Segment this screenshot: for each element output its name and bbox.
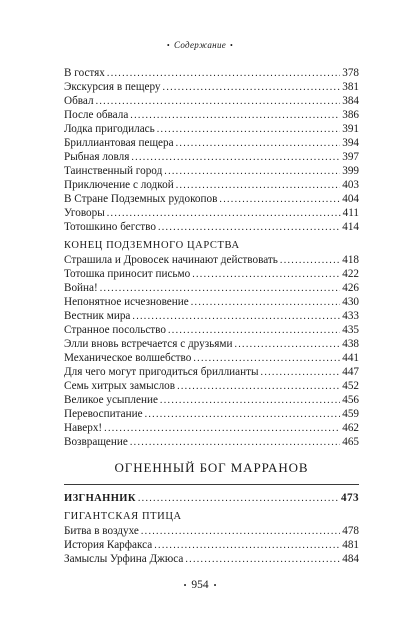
toc-entry[interactable] — [64, 80, 359, 94]
table-of-contents — [64, 66, 359, 566]
toc-entry[interactable] — [64, 351, 359, 365]
toc-entry[interactable] — [64, 323, 359, 337]
toc-entry-page: 435 — [342, 324, 359, 336]
dot-leader — [104, 422, 340, 436]
toc-entry-page: 426 — [342, 282, 359, 294]
dot-leader — [185, 553, 340, 567]
toc-entry[interactable] — [64, 337, 359, 351]
toc-entry-title: Уговоры — [64, 207, 105, 219]
toc-entry-title: Наверх! — [64, 422, 103, 434]
toc-entry-part[interactable] — [64, 491, 359, 505]
toc-entry-page: 394 — [342, 137, 359, 149]
running-head-title: Содержание — [173, 40, 227, 50]
toc-entry[interactable] — [64, 407, 359, 421]
dot-leader — [168, 324, 340, 338]
toc-entry[interactable] — [64, 136, 359, 150]
toc-entry[interactable] — [64, 295, 359, 309]
toc-entry[interactable] — [64, 524, 359, 538]
book-title-fire-god: ОГНЕННЫЙ БОГ МАРРАНОВ — [114, 460, 309, 475]
toc-entry[interactable] — [64, 66, 359, 80]
toc-entry-page: 411 — [342, 207, 359, 219]
running-head — [0, 40, 400, 50]
toc-entry-title: История Карфакса — [64, 539, 153, 551]
toc-entry[interactable] — [64, 552, 359, 566]
toc-entry[interactable] — [64, 122, 359, 136]
toc-entry-title: В гостях — [64, 67, 105, 79]
toc-entry-title: ИЗГНАННИК — [64, 493, 136, 504]
ornament-left: • — [183, 581, 187, 590]
toc-list-1 — [64, 66, 359, 234]
toc-entry-title: Таинственный город — [64, 165, 163, 177]
dot-leader — [132, 310, 340, 324]
toc-entry-title: Перевоспитание — [64, 408, 143, 420]
toc-entry-page: 391 — [342, 123, 359, 135]
toc-entry-page: 433 — [342, 310, 359, 322]
toc-entry[interactable] — [64, 206, 359, 220]
dot-leader — [130, 436, 340, 450]
toc-entry[interactable] — [64, 538, 359, 552]
toc-entry-page: 418 — [342, 254, 359, 266]
dot-leader — [107, 207, 341, 221]
toc-entry-page: 381 — [342, 81, 359, 93]
dot-leader — [193, 352, 340, 366]
toc-entry-title: Страшила и Дровосек начинают действовать — [64, 254, 278, 266]
dot-leader — [177, 380, 340, 394]
toc-list-3 — [64, 524, 359, 566]
page-number — [0, 579, 400, 591]
dot-leader — [219, 193, 340, 207]
toc-entry-page: 478 — [342, 525, 359, 537]
toc-entry-title: Рыбная ловля — [64, 151, 130, 163]
toc-entry[interactable] — [64, 253, 359, 267]
dot-leader — [157, 123, 340, 137]
dot-leader — [138, 492, 339, 506]
dot-leader — [131, 151, 340, 165]
toc-entry-page: 438 — [342, 338, 359, 350]
toc-entry[interactable] — [64, 435, 359, 449]
ornament-right: • — [213, 581, 217, 590]
toc-entry-page: 447 — [342, 366, 359, 378]
toc-entry-title: Приключение с лодкой — [64, 179, 174, 191]
dot-leader — [96, 95, 341, 109]
toc-entry-title: Лодка пригодилась — [64, 123, 155, 135]
ornament-right: • — [230, 41, 234, 50]
toc-entry[interactable] — [64, 178, 359, 192]
toc-entry-page: 399 — [342, 165, 359, 177]
toc-entry[interactable] — [64, 365, 359, 379]
dot-leader — [191, 296, 341, 310]
dot-leader — [100, 282, 340, 296]
toc-entry-title: В Стране Подземных рудокопов — [64, 193, 218, 205]
toc-entry-title: Механическое волшебство — [64, 352, 192, 364]
toc-entry-title: Непонятное исчезновение — [64, 296, 189, 308]
section-heading-end-of-underground-kingdom: КОНЕЦ ПОДЗЕМНОГО ЦАРСТВА — [64, 240, 240, 251]
toc-entry-title: Война! — [64, 282, 98, 294]
toc-entry[interactable] — [64, 379, 359, 393]
toc-entry-page: 465 — [342, 436, 359, 448]
ornament-left: • — [166, 41, 170, 50]
dot-leader — [261, 366, 341, 380]
dot-leader — [145, 408, 341, 422]
dot-leader — [234, 338, 340, 352]
toc-entry[interactable] — [64, 192, 359, 206]
toc-entry-title: Для чего могут пригодиться бриллианты — [64, 366, 259, 378]
toc-entry-page: 422 — [342, 268, 359, 280]
toc-entry-title: Тотошка приносит письмо — [64, 268, 191, 280]
divider-rule — [64, 484, 359, 485]
toc-entry-title: Бриллиантовая пещера — [64, 137, 174, 149]
dot-leader — [164, 165, 340, 179]
dot-leader — [176, 179, 341, 193]
toc-entry-page: 481 — [342, 539, 359, 551]
toc-entry-page: 386 — [342, 109, 359, 121]
toc-entry-page: 403 — [342, 179, 359, 191]
toc-entry-title: Элли вновь встречается с друзьями — [64, 338, 233, 350]
toc-entry-title: Странное посольство — [64, 324, 166, 336]
toc-list-2 — [64, 253, 359, 449]
page-number-value: 954 — [191, 579, 209, 591]
toc-entry[interactable] — [64, 267, 359, 281]
toc-entry-page: 473 — [341, 492, 359, 504]
toc-entry[interactable] — [64, 164, 359, 178]
toc-entry-title: Великое усыпление — [64, 394, 158, 406]
section-heading-giant-bird: ГИГАНТСКАЯ ПТИЦА — [64, 511, 182, 522]
toc-entry-page: 430 — [342, 296, 359, 308]
toc-entry-title: Битва в воздухе — [64, 525, 139, 537]
toc-entry-page: 456 — [342, 394, 359, 406]
dot-leader — [130, 109, 340, 123]
toc-entry-title: Замыслы Урфина Джюса — [64, 553, 184, 565]
toc-entry[interactable] — [64, 421, 359, 435]
toc-entry-title: Тотошкино бегство — [64, 221, 156, 233]
toc-entry-page: 462 — [342, 422, 359, 434]
dot-leader — [176, 137, 341, 151]
toc-entry-page: 452 — [342, 380, 359, 392]
toc-entry-page: 378 — [342, 67, 359, 79]
toc-entry-page: 404 — [342, 193, 359, 205]
toc-entry[interactable] — [64, 309, 359, 323]
dot-leader — [163, 81, 341, 95]
toc-entry[interactable] — [64, 94, 359, 108]
toc-entry-title: Вестник мира — [64, 310, 131, 322]
toc-entry-title: Семь хитрых замыслов — [64, 380, 176, 392]
toc-entry-title: После обвала — [64, 109, 129, 121]
toc-entry[interactable] — [64, 108, 359, 122]
dot-leader — [141, 525, 340, 539]
toc-entry-title: Возвращение — [64, 436, 128, 448]
toc-entry[interactable] — [64, 150, 359, 164]
toc-entry-page: 459 — [342, 408, 359, 420]
toc-entry-title: Экскурсия в пещеру — [64, 81, 161, 93]
toc-entry[interactable] — [64, 220, 359, 234]
dot-leader — [158, 221, 340, 235]
toc-entry-page: 484 — [342, 553, 359, 565]
dot-leader — [160, 394, 340, 408]
toc-entry[interactable] — [64, 393, 359, 407]
toc-entry-title: Обвал — [64, 95, 94, 107]
toc-entry-page: 441 — [342, 352, 359, 364]
toc-entry-page: 384 — [342, 95, 359, 107]
dot-leader — [107, 67, 340, 81]
toc-entry-page: 414 — [342, 221, 359, 233]
dot-leader — [154, 539, 340, 553]
toc-entry-page: 397 — [342, 151, 359, 163]
toc-entry[interactable] — [64, 281, 359, 295]
dot-leader — [192, 268, 340, 282]
dot-leader — [280, 254, 340, 268]
